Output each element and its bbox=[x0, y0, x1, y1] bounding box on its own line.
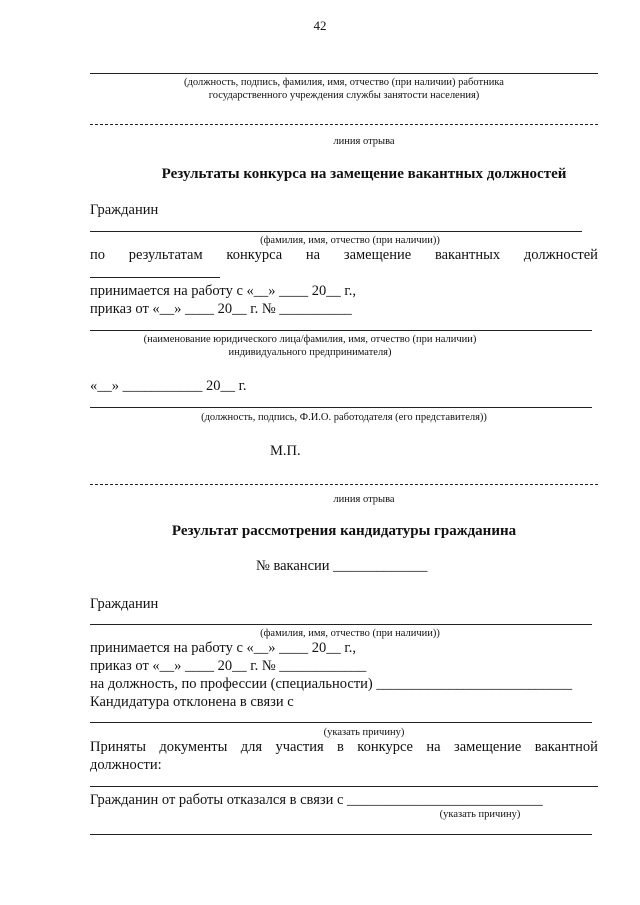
vacancy-number: № вакансии _____________ bbox=[256, 558, 428, 574]
signature-line bbox=[90, 73, 598, 74]
accepted-line bbox=[90, 739, 598, 756]
accepted-word: замещение bbox=[453, 739, 522, 755]
refused-line: Гражданин от работы отказался в связи с ___________________________ bbox=[90, 792, 543, 808]
results-word: замещение bbox=[343, 247, 412, 263]
accepted-word: в bbox=[337, 739, 344, 755]
accepted-word: конкурсе bbox=[357, 739, 413, 755]
rejected-line: Кандидатура отклонена в связи с bbox=[90, 694, 294, 710]
employer-caption-line2: индивидуального предпринимателя) bbox=[228, 347, 392, 358]
results-word: должностей bbox=[523, 247, 598, 263]
results-word: вакантных bbox=[434, 247, 501, 263]
results-word: по bbox=[90, 247, 106, 263]
bottom-line bbox=[90, 834, 592, 835]
employer-caption-line1: (наименование юридического лица/фамилия, имя, отчество (при наличии) bbox=[143, 334, 477, 345]
employer-signature-line bbox=[90, 407, 592, 408]
employee-caption-line2: государственного учреждения службы занятости населения) bbox=[208, 90, 480, 101]
tear-line-dashed bbox=[90, 124, 598, 125]
citizen-name-caption: (фамилия, имя, отчество (при наличии)) bbox=[260, 235, 440, 246]
hired-from-line: принимается на работу с «__» ____ 20__ г., bbox=[90, 640, 356, 656]
citizen-label: Гражданин bbox=[90, 596, 159, 612]
accepted-word: Приняты bbox=[90, 739, 146, 755]
reason-caption: (указать причину) bbox=[323, 727, 405, 738]
contest-results-title: Результаты конкурса на замещение вакантных должностей bbox=[161, 166, 567, 182]
results-word: на bbox=[305, 247, 321, 263]
reason-caption: (указать причину) bbox=[439, 809, 521, 820]
accepted-word: документы bbox=[159, 739, 228, 755]
employee-caption bbox=[90, 76, 598, 102]
tear-line-dashed bbox=[90, 484, 598, 485]
tear-line-label: линия отрыва bbox=[333, 494, 395, 505]
accepted-word: на bbox=[426, 739, 441, 755]
employer-name-line bbox=[90, 330, 592, 331]
stamp-label: М.П. bbox=[270, 443, 301, 459]
accepted-word: участия bbox=[275, 739, 324, 755]
page-number: 42 bbox=[313, 18, 327, 33]
order-line: приказ от «__» ____ 20__ г. № ____________ bbox=[90, 658, 367, 674]
results-word: конкурса bbox=[226, 247, 283, 263]
citizen-label: Гражданин bbox=[90, 202, 159, 218]
accepted-line2: должности: bbox=[90, 757, 162, 773]
date-line: «__» ___________ 20__ г. bbox=[90, 378, 247, 394]
results-fill-line bbox=[90, 277, 220, 278]
accepted-word: вакантной bbox=[534, 739, 598, 755]
citizen-name-line bbox=[90, 231, 582, 232]
hired-from-line: принимается на работу с «__» ____ 20__ г., bbox=[90, 283, 356, 299]
documents-line bbox=[90, 786, 598, 787]
candidate-review-title: Результат рассмотрения кандидатуры гражданина bbox=[171, 523, 517, 539]
citizen-name-line bbox=[90, 624, 592, 625]
citizen-name-caption: (фамилия, имя, отчество (при наличии)) bbox=[260, 628, 440, 639]
employer-signature-caption: (должность, подпись, Ф.И.О. работодателя (его представителя)) bbox=[201, 412, 487, 423]
reason-line bbox=[90, 722, 592, 723]
employer-name-caption bbox=[90, 333, 530, 359]
position-line: на должность, по профессии (специальности) ___________________________ bbox=[90, 676, 573, 692]
employee-caption-line1: (должность, подпись, фамилия, имя, отчество (при наличии) работника bbox=[184, 77, 504, 88]
results-word: результатам bbox=[128, 247, 203, 263]
order-line: приказ от «__» ____ 20__ г. № __________ bbox=[90, 301, 352, 317]
tear-line-label: линия отрыва bbox=[333, 136, 395, 147]
results-line bbox=[90, 247, 598, 264]
accepted-word: для bbox=[240, 739, 263, 755]
